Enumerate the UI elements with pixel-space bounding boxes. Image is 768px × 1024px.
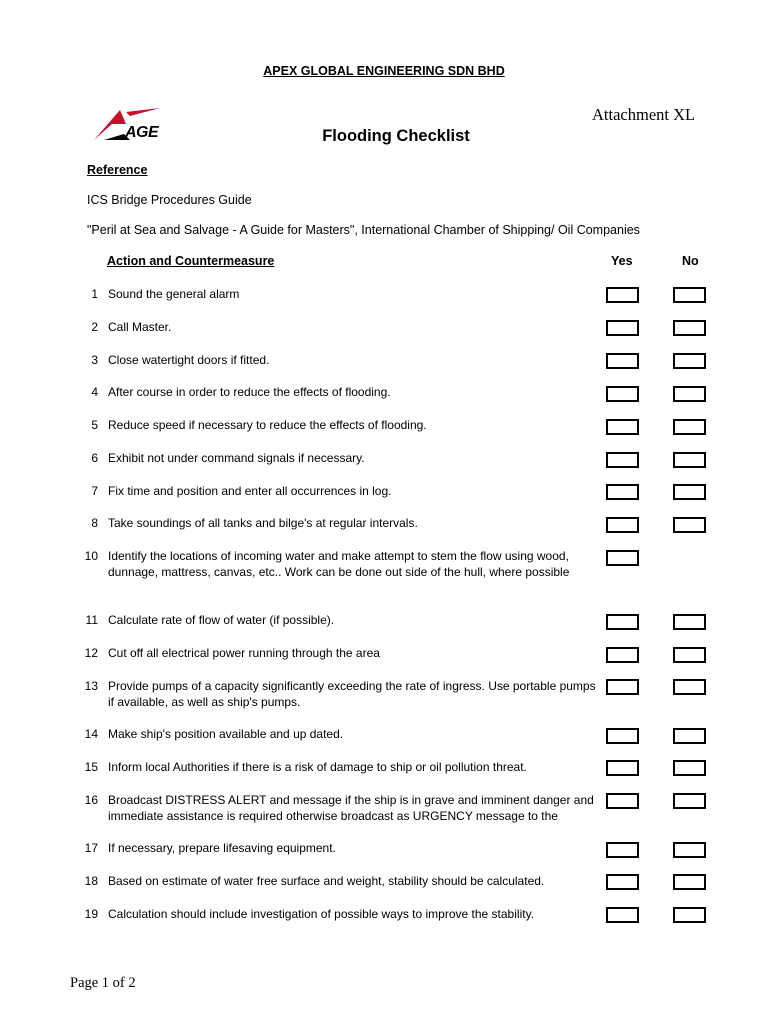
- reference-item: "Peril at Sea and Salvage - A Guide for Masters", International Chamber of Shipping/ Oil Companies: [87, 223, 640, 237]
- yes-checkbox[interactable]: [606, 353, 639, 369]
- yes-checkbox[interactable]: [606, 320, 639, 336]
- item-number: 12: [84, 646, 98, 660]
- item-text: Reduce speed if necessary to reduce the effects of flooding.: [108, 418, 427, 432]
- item-number: 13: [84, 679, 98, 693]
- no-checkbox[interactable]: [673, 386, 706, 402]
- no-checkbox[interactable]: [673, 874, 706, 890]
- item-text: Provide pumps of a capacity significantly exceeding the rate of ingress. Use portable pumps if available, as well as ship's pumps.: [108, 679, 596, 709]
- no-checkbox[interactable]: [673, 287, 706, 303]
- item-text: Exhibit not under command signals if necessary.: [108, 451, 365, 465]
- page-title: Flooding Checklist: [322, 127, 470, 145]
- item-text: Make ship's position available and up dated.: [108, 727, 344, 741]
- item-number: 7: [91, 484, 98, 498]
- yes-checkbox[interactable]: [606, 842, 639, 858]
- no-checkbox[interactable]: [673, 842, 706, 858]
- item-text: Sound the general alarm: [108, 287, 240, 301]
- item-text: Cut off all electrical power running through the area: [108, 646, 380, 660]
- no-checkbox[interactable]: [673, 452, 706, 468]
- yes-checkbox[interactable]: [606, 728, 639, 744]
- company-name: APEX GLOBAL ENGINEERING SDN BHD: [263, 64, 505, 78]
- item-number: 4: [91, 385, 98, 399]
- no-checkbox[interactable]: [673, 419, 706, 435]
- no-checkbox[interactable]: [673, 793, 706, 809]
- item-number: 1: [91, 287, 98, 301]
- yes-checkbox[interactable]: [606, 907, 639, 923]
- item-number: 2: [91, 320, 98, 334]
- yes-checkbox[interactable]: [606, 874, 639, 890]
- no-checkbox[interactable]: [673, 679, 706, 695]
- item-text: Call Master.: [108, 320, 172, 334]
- no-checkbox[interactable]: [673, 760, 706, 776]
- no-checkbox[interactable]: [673, 353, 706, 369]
- yes-checkbox[interactable]: [606, 647, 639, 663]
- attachment-label: Attachment XL: [592, 105, 696, 124]
- item-text: Based on estimate of water free surface and weight, stability should be calculated.: [108, 874, 545, 888]
- item-number: 17: [84, 841, 98, 855]
- yes-checkbox[interactable]: [606, 419, 639, 435]
- reference-heading: Reference: [87, 163, 148, 177]
- item-text: Take soundings of all tanks and bilge's at regular intervals.: [108, 516, 418, 530]
- item-text: After course in order to reduce the effects of flooding.: [108, 385, 391, 399]
- action-column-heading: Action and Countermeasure: [107, 254, 275, 268]
- item-number: 15: [84, 760, 98, 774]
- yes-checkbox[interactable]: [606, 452, 639, 468]
- item-number: 3: [91, 353, 98, 367]
- yes-checkbox[interactable]: [606, 517, 639, 533]
- item-number: 18: [84, 874, 98, 888]
- item-number: 5: [91, 418, 98, 432]
- item-text: Broadcast DISTRESS ALERT and message if the ship is in grave and imminent danger and immediate assistance is required otherwise broadcast as URGENCY message to the: [108, 793, 594, 823]
- no-checkbox[interactable]: [673, 907, 706, 923]
- reference-item: ICS Bridge Procedures Guide: [87, 193, 252, 207]
- no-checkbox[interactable]: [673, 647, 706, 663]
- item-text: Calculation should include investigation of possible ways to improve the stability.: [108, 907, 535, 921]
- item-number: 19: [84, 907, 98, 921]
- no-checkbox[interactable]: [673, 517, 706, 533]
- yes-checkbox[interactable]: [606, 614, 639, 630]
- no-checkbox[interactable]: [673, 728, 706, 744]
- item-text: If necessary, prepare lifesaving equipment.: [108, 841, 336, 855]
- item-number: 16: [84, 793, 98, 807]
- yes-checkbox[interactable]: [606, 760, 639, 776]
- item-text: Fix time and position and enter all occurrences in log.: [108, 484, 392, 498]
- item-text: Calculate rate of flow of water (if possible).: [108, 613, 335, 627]
- yes-checkbox[interactable]: [606, 550, 639, 566]
- no-column-heading: No: [682, 254, 699, 268]
- item-text: Close watertight doors if fitted.: [108, 353, 270, 367]
- yes-checkbox[interactable]: [606, 484, 639, 500]
- no-checkbox[interactable]: [673, 320, 706, 336]
- no-checkbox[interactable]: [673, 614, 706, 630]
- yes-column-heading: Yes: [611, 254, 633, 268]
- item-number: 6: [91, 451, 98, 465]
- yes-checkbox[interactable]: [606, 679, 639, 695]
- item-text: Inform local Authorities if there is a risk of damage to ship or oil pollution threat.: [108, 760, 527, 774]
- no-checkbox[interactable]: [673, 484, 706, 500]
- yes-checkbox[interactable]: [606, 287, 639, 303]
- item-number: 10: [84, 549, 98, 563]
- item-number: 14: [84, 727, 98, 741]
- logo-text: AGE: [125, 124, 159, 141]
- item-number: 11: [85, 613, 98, 627]
- item-text: Identify the locations of incoming water and make attempt to stem the flow using wood, dunnage, mattress, canvas, etc.. Work can be done out side of the hull, where possible: [108, 549, 570, 579]
- page-number: Page 1 of 2: [70, 975, 136, 991]
- item-number: 8: [91, 516, 98, 530]
- yes-checkbox[interactable]: [606, 386, 639, 402]
- yes-checkbox[interactable]: [606, 793, 639, 809]
